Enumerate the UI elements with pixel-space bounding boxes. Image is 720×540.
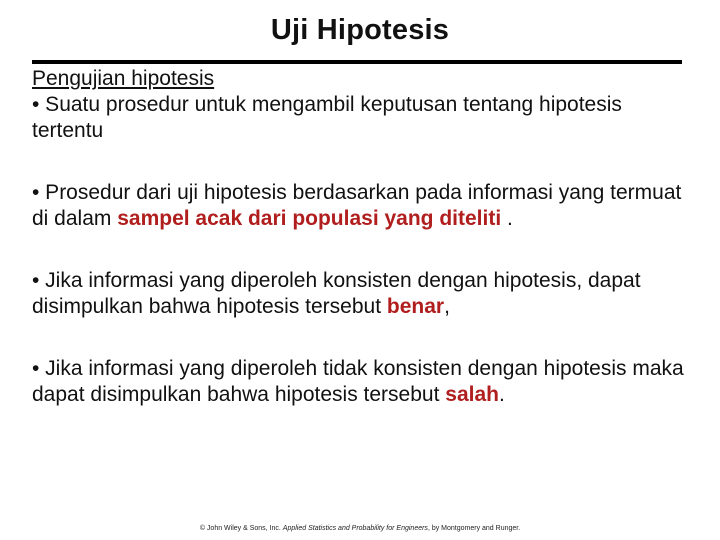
bullet-4-end: . [498,383,505,406]
bullet-4 [32,356,692,408]
footer-book-title: Applied Statistics and Probability for Engineers [282,525,428,532]
bullet-2 [32,180,692,232]
section-heading: Pengujian hipotesis [32,67,215,90]
footer-suffix: , by Montgomery and Runger. [427,525,521,532]
bullet-3 [32,268,692,320]
bullet-3-end: , [444,295,450,318]
slide-content [32,66,692,408]
bullet-2-highlight: sampel acak dari populasi yang diteliti [117,207,502,230]
bullet-4-text: • Jika informasi yang diperoleh tidak konsisten dengan hipotesis maka dapat disimpulkan bahwa hipotesis tersebut [32,357,684,406]
bullet-2-end: . [501,207,513,230]
footer-citation [0,525,720,532]
bullet-4-highlight: salah [445,383,499,406]
spacer [32,320,692,356]
bullet-3-highlight: benar [386,295,445,318]
spacer [32,144,692,180]
bullet-2-text: • Prosedur dari uji hipotesis berdasarkan pada informasi yang termuat di dalam [32,181,682,230]
footer-prefix: © John Wiley & Sons, Inc. [199,525,283,532]
title-divider [32,60,682,64]
spacer [32,232,692,268]
bullet-3-text: • Jika informasi yang diperoleh konsisten dengan hipotesis, dapat disimpulkan bahwa hipotesis tersebut [32,269,641,318]
bullet-1: • Suatu prosedur untuk mengambil keputusan tentang hipotesis tertentu [32,93,622,142]
slide-title: Uji Hipotesis [270,14,450,46]
